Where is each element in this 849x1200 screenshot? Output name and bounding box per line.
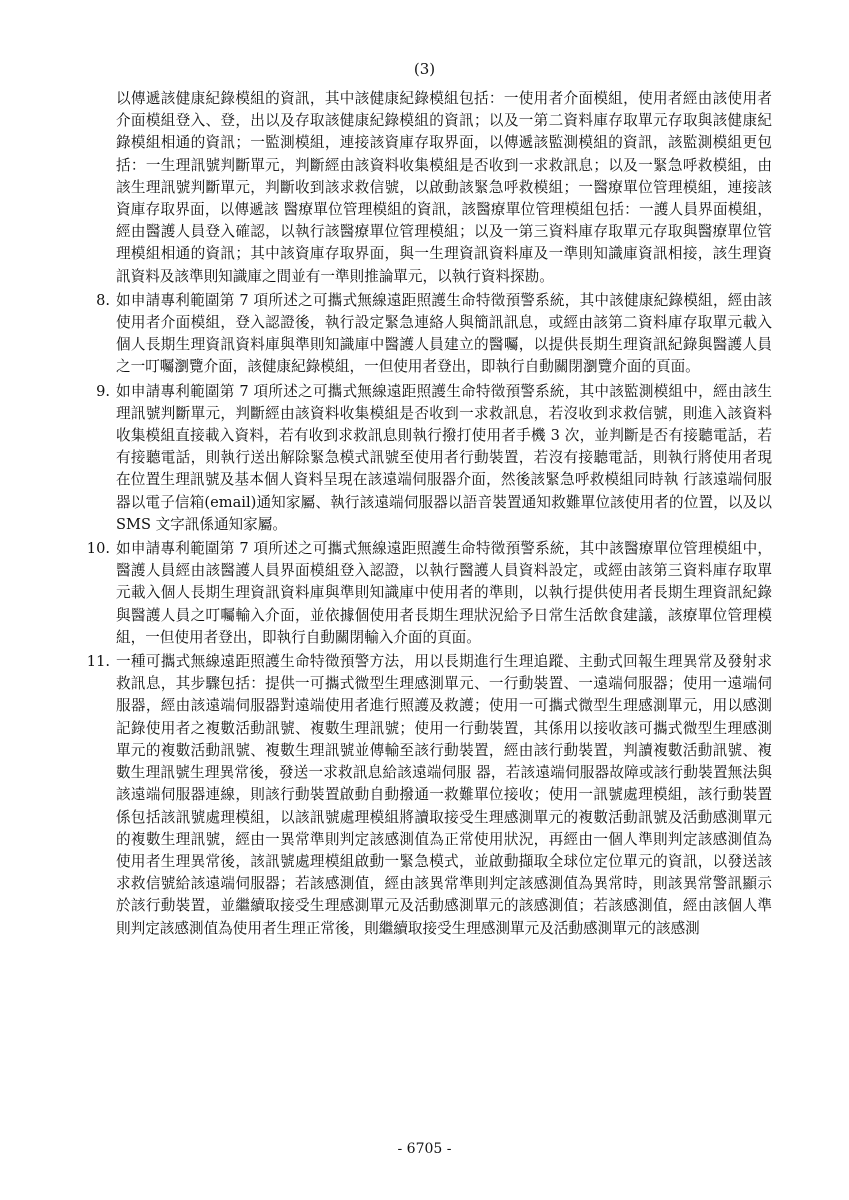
page-marker: (3) — [413, 60, 436, 78]
claim-text: 一種可攜式無線遠距照護生命特徵預警方法，用以長期進行生理追蹤、主動式回報生理異常及發射求救訊息，其步驟包括：提供一可攜式微型生理感測單元、一行動裝置、一遠端伺服器；使用一遠端伺服器，經由該遠端伺服器對遠端使用者進行照護及救護；使用一可攜式微型生理感測單元，用以感測記錄使用者之複數活動訊號、複數生理訊號；使用一行動裝置，其係用以接收該可攜式微型生理感測單元的複數活動訊號、複數生理訊號並傳輸至該行動裝置，經由該行動裝置，判讀複數活動訊號、複數生理訊號生理異常後，發送一求救訊息給該遠端伺服 器，若該遠端伺服器故障或該行動裝置無法與該遠端伺服器連線，則該行動裝置啟動自動撥通一救難單位接收；使用一訊號處理模組，該行動裝置係包括該訊號處理模組，以該訊號處理模組將讀取接受生理感測單元的複數活動訊號及活動感測單元的複數生理訊號，經由一異常準則判定該感測值為正常使用狀況，再經由一個人準則判定該感測值為使用者生理異常後，該訊號處理模組啟動一緊急模式，並啟動擷取全球位定位單元的資訊，以發送該求救信號給該遠端伺服器；若該感測值，經由該異常準則判定該感測值為異常時，則該異常警訊顯示於該行動裝置，並繼續取接受生理感測單元及活動感測單元的該感測值；若該感測值，經由該個人準則判定該感測值為使用者生理正常後，則繼續取接受生理感測單元及活動感測單元的該感測 — [116, 653, 772, 937]
claim-number: 10. — [86, 540, 110, 558]
claim-item — [84, 538, 772, 649]
claim-item — [84, 290, 772, 379]
claim-text: 如申請專利範圍第 7 項所述之可攜式無線遠距照護生命特徵預警系統，其中該監測模組中，經由該生理訊號判斷單元，判斷經由該資料收集模組是否收到一求救訊息，若沒收到求救信號，則進入該資料收集模組直接載入資料，若有收到求救訊息則執行撥打使用者手機 3 次，並判斷是否有接聽電話，若有接聽電話，則執行送出解除緊急模式訊號至使用者行動裝置，若沒有接聽電話，則執行將使用者現在位置生理訊號及基本個人資料呈現在該遠端伺服器介面，然後該緊急呼救模組同時執 行該遠端伺服器以電子信箱(email)通知家屬、執行該遠端伺服器以語音裝置通知救難單位該使用者的位置，以及以 SMS 文字訊係通知家屬。 — [116, 382, 772, 533]
page-number-footer: - 6705 - — [397, 1141, 452, 1157]
document-body — [84, 88, 772, 942]
claim-item — [84, 381, 772, 536]
claim-number: 8. — [96, 291, 110, 309]
claim-item — [84, 651, 772, 940]
claim-text: 如申請專利範圍第 7 項所述之可攜式無線遠距照護生命特徵預警系統，其中該健康紀錄模組，經由該使用者介面模組，登入認證後，執行設定緊急連絡人與簡訊訊息，或經由該第二資料庫存取單元載入個人長期生理資訊資料庫與準則知識庫中醫護人員建立的醫囑，以提供長期生理資訊紀錄與醫護人員之一叮囑瀏覽介面，該健康紀錄模組，一但使用者登出，即執行自動關閉瀏覽介面的頁面。 — [116, 291, 772, 376]
claim-number: 11. — [86, 653, 110, 671]
claim-text: 如申請專利範圍第 7 項所述之可攜式無線遠距照護生命特徵預警系統，其中該醫療單位管理模組中，醫護人員經由該醫護人員界面模組登入認證，以執行醫護人員資料設定，或經由該第三資料庫存取單元載入個人長期生理資訊資料庫與準則知識庫中使用者的準則，以執行提供使用者長期生理資訊紀錄與醫護人員之叮囑輸入介面，並依據個使用者長期生理狀況給予日常生活飲食建議，該療單位管理模組，一但使用者登出，即執行自動關閉輸入介面的頁面。 — [116, 540, 772, 646]
continuation-paragraph: 以傳遞該健康紀錄模組的資訊，其中該健康紀錄模組包括：一使用者介面模組，使用者經由該使用者介面模組登入、登，出以及存取該健康紀錄模組的資訊；以及一第二資料庫存取單元存取與該健康紀錄模組相通的資訊；一監測模組，連接該資庫存取界面，以傳遞該監測模組的資訊，該監測模組更包括：一生理訊號判斷單元，判斷經由該資料收集模組是否收到一求救訊息；以及一緊急呼救模組，由該生理訊號判斷單元，判斷收到該求救信號，以啟動該緊急呼救模組；一醫療單位管理模組，連接該資庫存取界面，以傳遞該 醫療單位管理模組的資訊，該醫療單位管理模組包括：一護人員界面模組，經由醫護人員登入確認，以執行該醫療單位管理模組；以及一第三資料庫存取單元存取與醫療單位管理模組相通的資訊；其中該資庫存取界面，與一生理資訊資料庫及一準則知識庫資訊相接，該生理資訊資料及該準則知識庫之間並有一準則推論單元，以執行資料探勘。 — [116, 90, 772, 285]
claim-number: 9. — [96, 382, 110, 400]
